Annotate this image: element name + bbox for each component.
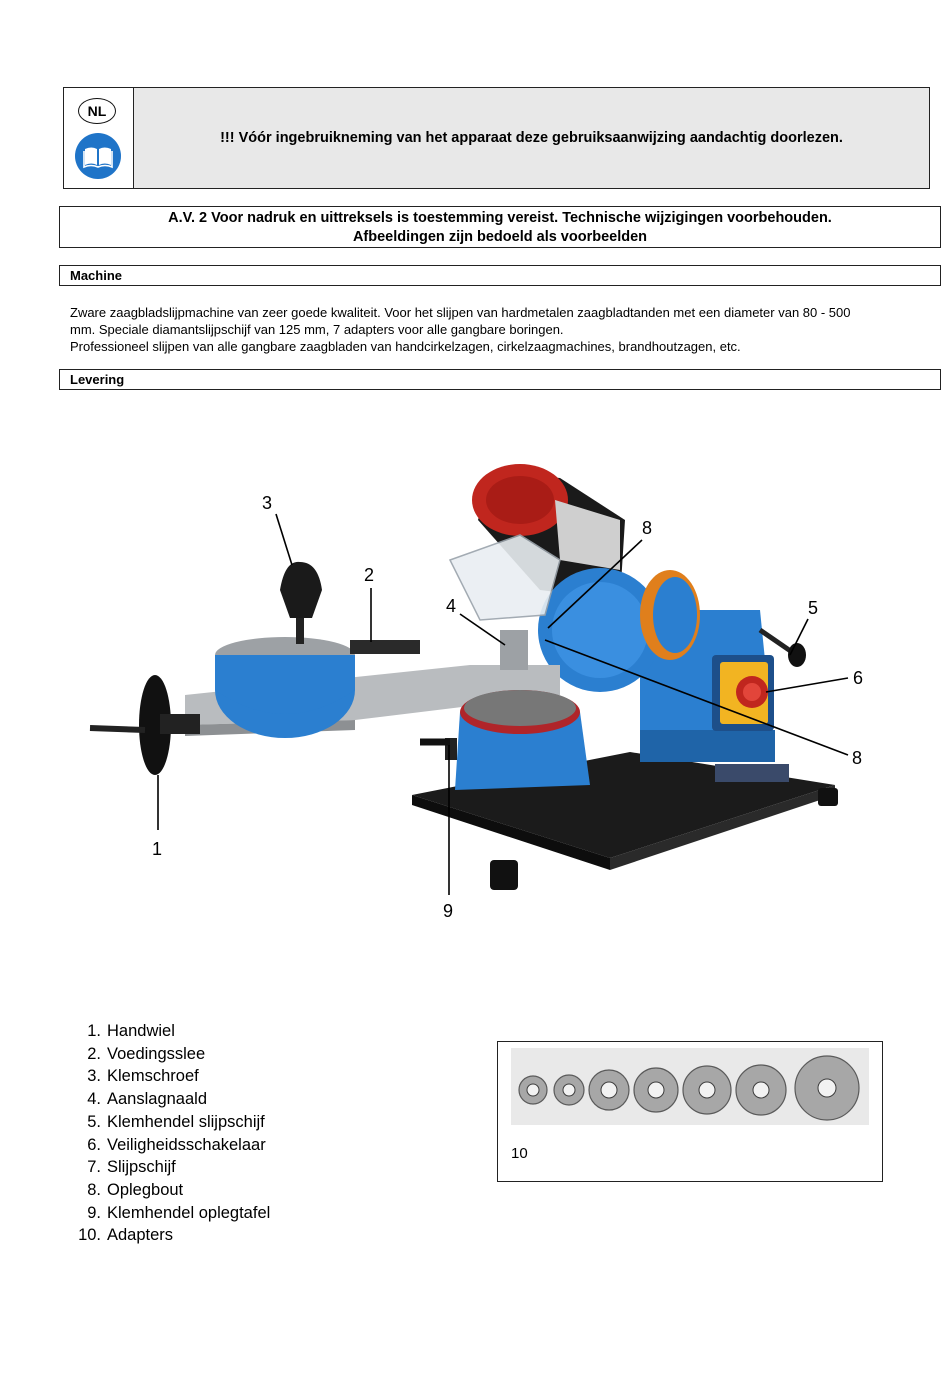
list-item: 10. Adapters <box>78 1226 174 1245</box>
section-levering-title: Levering <box>59 369 941 390</box>
callout-4: 4 <box>446 596 457 616</box>
callout-5: 5 <box>808 598 819 618</box>
description-line-3: Professioneel slijpen van alle gangbare zaagbladen van handcirkelzagen, cirkelzaagmachines, brandhoutzagen, etc. <box>70 339 741 354</box>
callout-9: 9 <box>443 901 454 920</box>
list-item: 5. Klemhendel slijpschijf <box>87 1112 265 1131</box>
list-item: 3. Klemschroef <box>87 1067 199 1086</box>
callout-2: 2 <box>364 565 375 585</box>
callout-1: 1 <box>152 839 163 859</box>
description-line-1: Zware zaagbladslijpmachine van zeer goede kwaliteit. Voor het slijpen van hardmetalen zaagbladtanden met een diameter van 80 - 500 <box>70 305 851 320</box>
adapters-label: 10 <box>511 1145 528 1162</box>
callout-6: 6 <box>853 668 864 688</box>
machine-description <box>70 304 942 355</box>
list-item: 7. Slijpschijf <box>87 1158 176 1177</box>
list-item: 6. Veiligheidsschakelaar <box>87 1135 266 1154</box>
warning-text: !!! Vóór ingebruikneming van het apparaat deze gebruiksaanwijzing aandachtig doorlezen. <box>134 88 929 188</box>
section-machine-title: Machine <box>59 265 941 286</box>
callout-8-top: 8 <box>642 518 653 538</box>
list-item: 4. Aanslagnaald <box>87 1090 207 1109</box>
warning-icons <box>64 88 134 188</box>
list-item: 9. Klemhendel oplegtafel <box>87 1203 271 1222</box>
parts-list <box>68 1020 270 1247</box>
copyright-line-1: A.V. 2 Voor nadruk en uittreksels is toestemming vereist. Technische wijzigingen voorbehouden. <box>168 210 832 226</box>
list-item: 8. Oplegbout <box>87 1180 184 1199</box>
callout-8-bottom: 8 <box>852 748 863 768</box>
machine-illustration <box>70 440 880 920</box>
read-manual-icon <box>74 132 122 180</box>
list-item: 1. Handwiel <box>87 1022 175 1040</box>
callout-3: 3 <box>262 493 273 513</box>
copyright-notice <box>59 206 941 248</box>
adapters-box <box>497 1041 883 1182</box>
description-line-2: mm. Speciale diamantslijpschijf van 125 mm, 7 adapters voor alle gangbare boringen. <box>70 322 564 337</box>
list-item: 2. Voedingsslee <box>87 1044 206 1063</box>
adapters-photo <box>511 1048 869 1125</box>
language-badge: NL <box>78 98 116 124</box>
copyright-line-2: Afbeeldingen zijn bedoeld als voorbeelden <box>352 229 648 245</box>
warning-box <box>63 87 930 189</box>
